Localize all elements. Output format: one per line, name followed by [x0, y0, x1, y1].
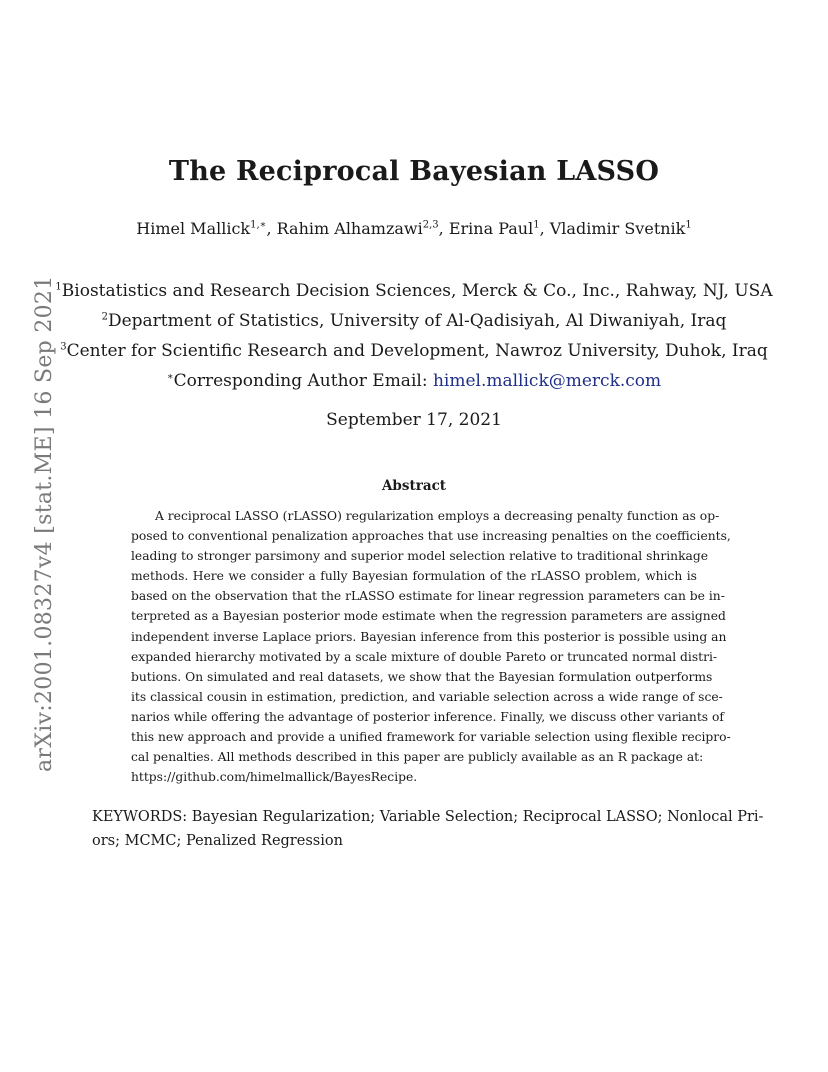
- abstract-line: expanded hierarchy motivated by a scale mixture of double Pareto or truncated normal distri-: [131, 649, 718, 664]
- affiliation-line: [0, 279, 828, 309]
- author-affiliation-mark: 1: [533, 219, 540, 231]
- author-name: Himel Mallick: [136, 219, 251, 238]
- affiliation-line: [0, 309, 828, 339]
- corresponding-author-line: [0, 369, 828, 399]
- author-separator: ,: [438, 219, 449, 238]
- abstract-line: posed to conventional penalization approaches that use increasing penalties on the coefficients,: [131, 529, 731, 544]
- abstract-line: A reciprocal LASSO (rLASSO) regularization employs a decreasing penalty function as op-: [155, 509, 720, 523]
- corresponding-email-link[interactable]: himel.mallick@merck.com: [432, 371, 662, 391]
- author-separator: ,: [266, 219, 277, 238]
- author-separator: ,: [539, 219, 550, 238]
- affiliation-text: Biostatistics and Research Decision Sciences, Merck & Co., Inc., Rahway, NJ, USA: [61, 281, 773, 301]
- affiliation-mark: 2: [101, 311, 108, 323]
- abstract-line: narios while offering the advantage of posterior inference. Finally, we discuss other variants of: [131, 709, 724, 724]
- affiliations: [0, 279, 828, 399]
- corresponding-mark: ∗: [166, 371, 174, 383]
- paper-title: The Reciprocal Bayesian LASSO: [168, 156, 660, 187]
- author-name: Erina Paul: [448, 219, 534, 238]
- abstract-line: cal penalties. All methods described in this paper are publicly available as an R package at:: [131, 750, 704, 765]
- affiliation-text: Department of Statistics, University of Al-Qadisiyah, Al Diwaniyah, Iraq: [107, 311, 727, 331]
- keywords-section: [92, 805, 764, 853]
- abstract-body: [131, 506, 731, 787]
- abstract-line: butions. On simulated and real datasets, we show that the Bayesian formulation outperforms: [131, 669, 713, 684]
- abstract-line: this new approach and provide a unified framework for variable selection using flexible recipro-: [131, 730, 731, 745]
- publication-date: September 17, 2021: [326, 410, 502, 430]
- affiliation-text: Center for Scientific Research and Development, Nawroz University, Duhok, Iraq: [66, 341, 768, 361]
- author-affiliation-mark: 2,3: [422, 219, 439, 231]
- abstract-line: leading to stronger parsimony and superior model selection relative to traditional shrinkage: [131, 549, 709, 564]
- abstract-line: independent inverse Laplace priors. Bayesian inference from this posterior is possible using an: [131, 629, 727, 644]
- abstract-line: methods. Here we consider a fully Bayesian formulation of the rLASSO problem, which is: [131, 569, 697, 584]
- abstract-line: its classical cousin in estimation, prediction, and variable selection across a wide range of sce-: [131, 689, 723, 704]
- author-list: [0, 219, 828, 238]
- arxiv-identifier: arXiv:2001.08327v4 [stat.ME] 16 Sep 2021: [32, 275, 57, 772]
- affiliation-mark: 3: [60, 341, 67, 353]
- author-name: Vladimir Svetnik: [549, 219, 686, 238]
- author-affiliation-mark: 1: [685, 219, 692, 231]
- keywords-line: KEYWORDS: Bayesian Regularization; Variable Selection; Reciprocal LASSO; Nonlocal Pri-: [92, 809, 764, 825]
- affiliation-line: [0, 339, 828, 369]
- corresponding-label: Corresponding Author Email:: [173, 371, 433, 391]
- affiliation-mark: 1: [55, 281, 62, 293]
- abstract-line: based on the observation that the rLASSO estimate for linear regression parameters can be in-: [131, 589, 725, 604]
- abstract-line: terpreted as a Bayesian posterior mode estimate when the regression parameters are assigned: [131, 609, 726, 624]
- author-affiliation-mark: 1,∗: [250, 219, 267, 231]
- author-name: Rahim Alhamzawi: [276, 219, 423, 238]
- abstract-heading: Abstract: [381, 478, 447, 494]
- repository-link[interactable]: https://github.com/himelmallick/BayesRecipe.: [131, 770, 418, 785]
- keywords-line: ors; MCMC; Penalized Regression: [92, 833, 343, 849]
